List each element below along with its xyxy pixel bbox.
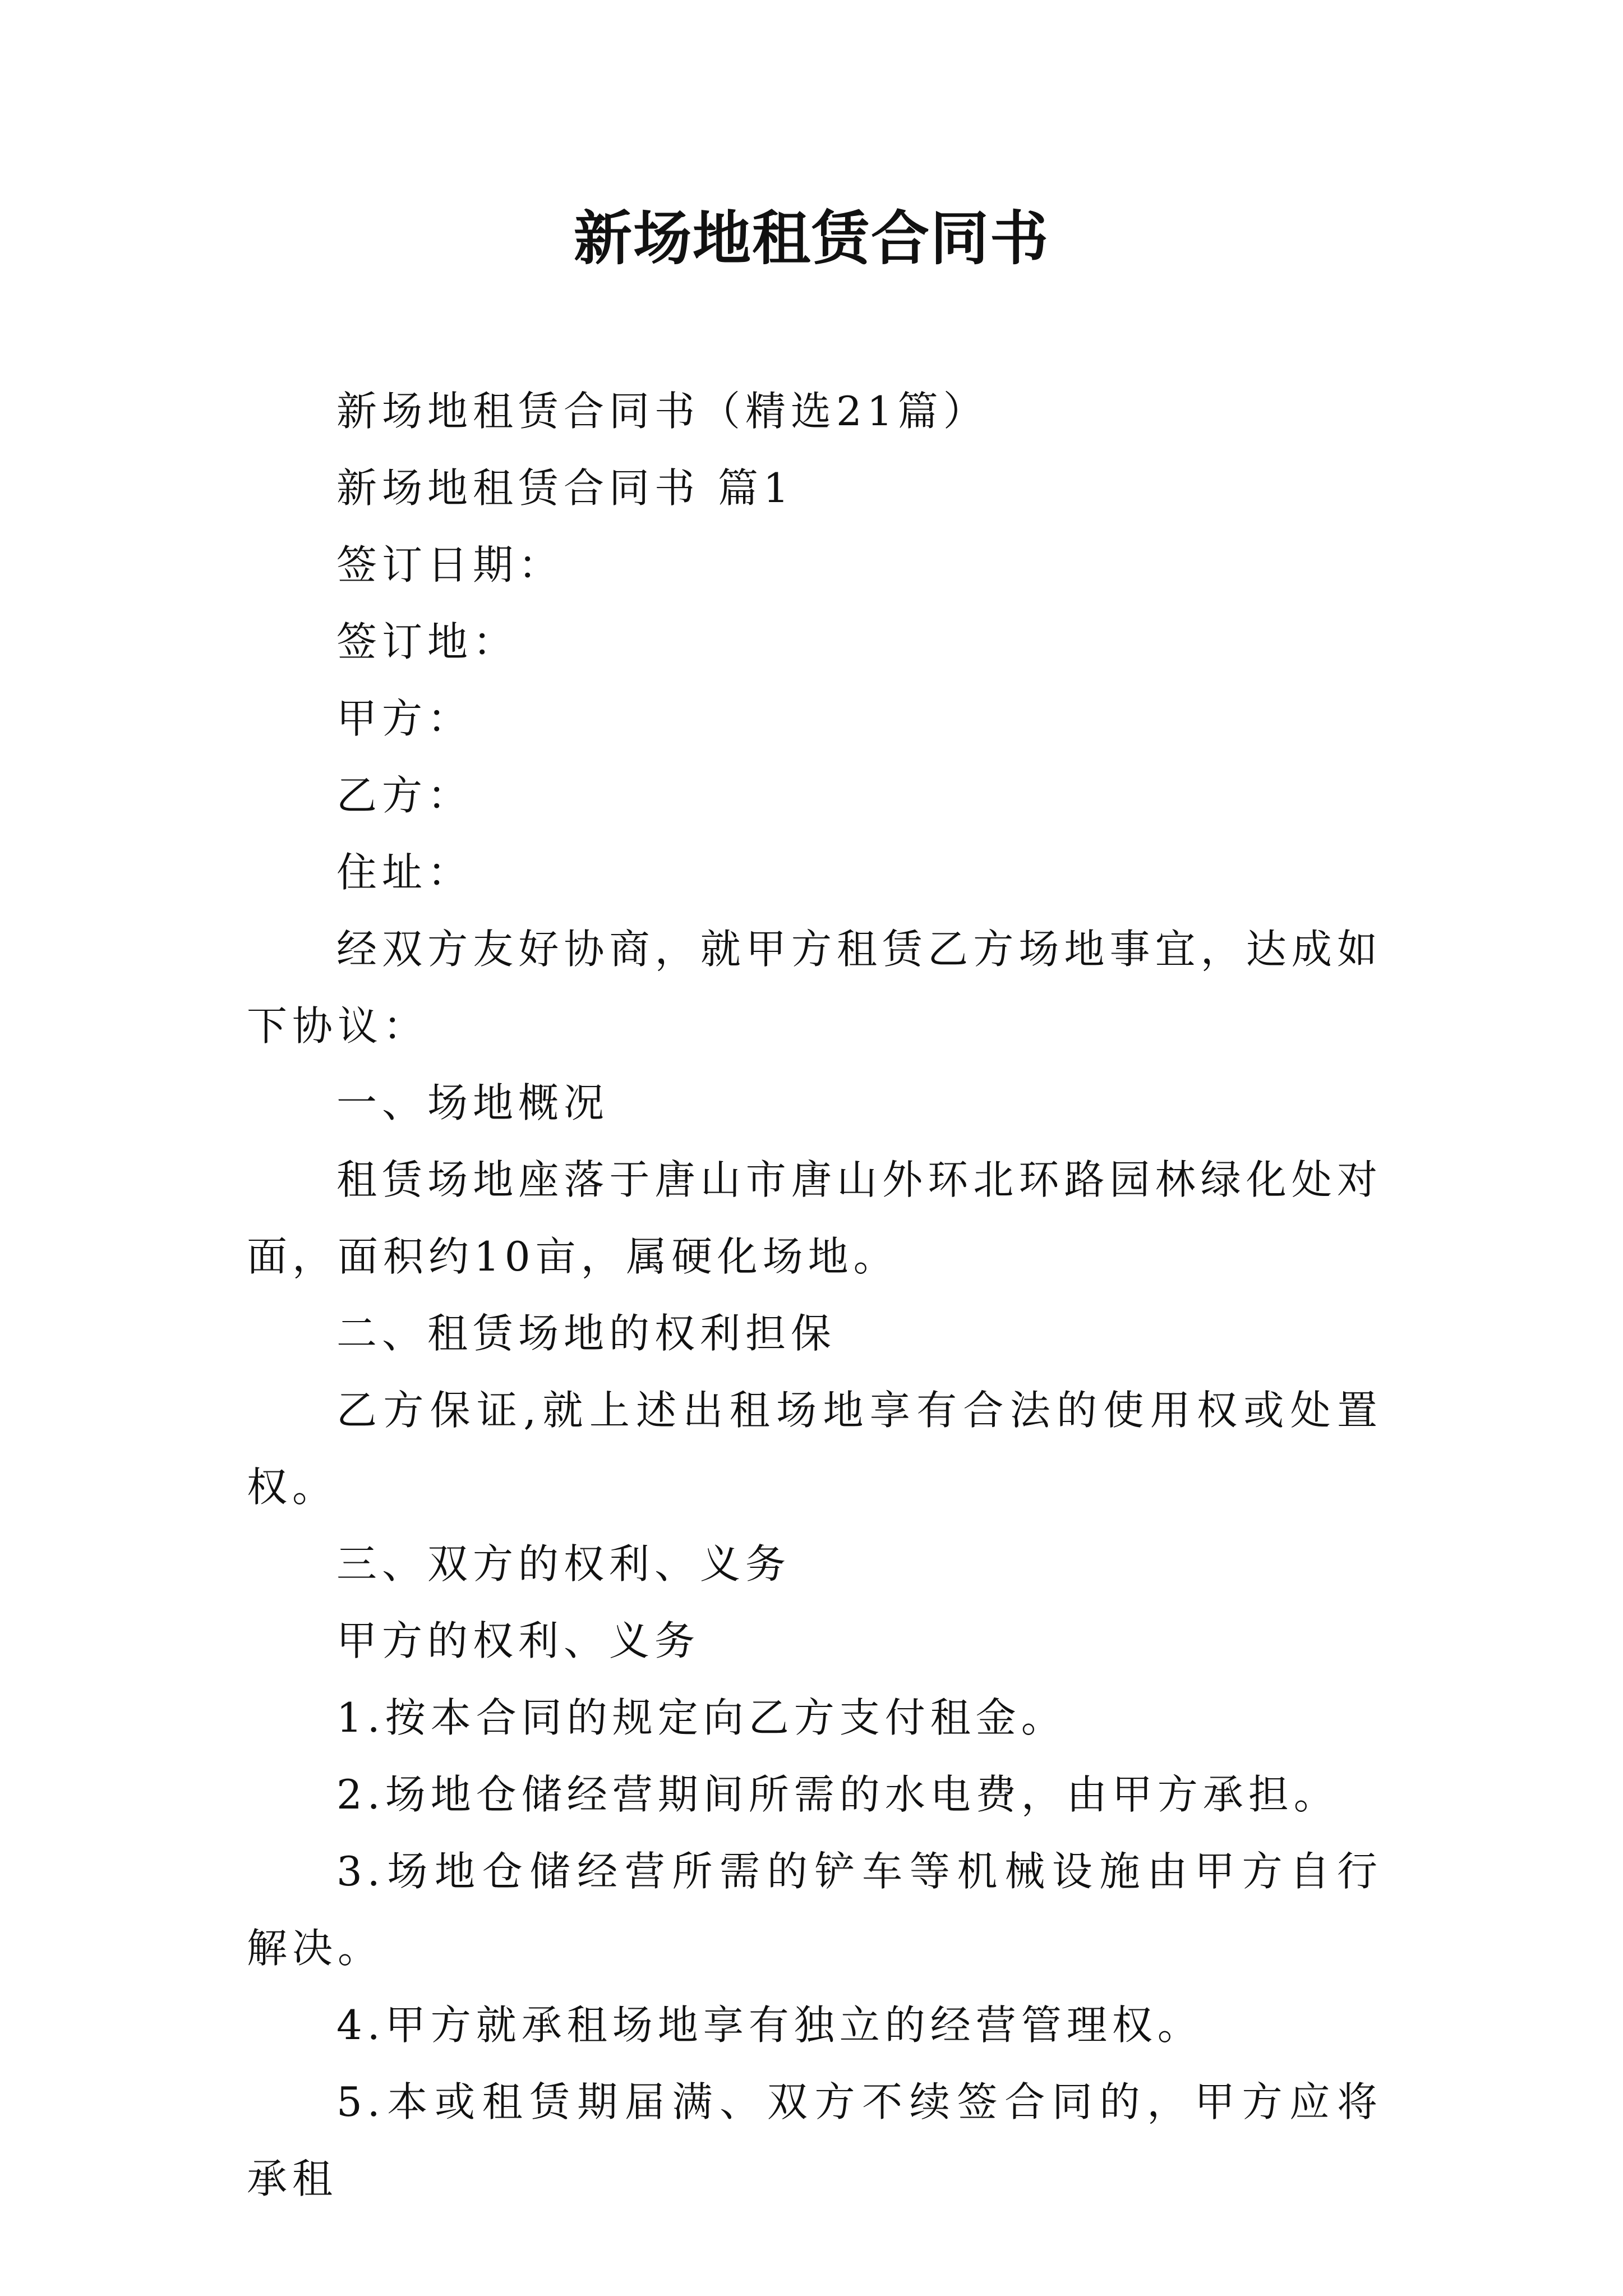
list-item-3: 3.场地仓储经营所需的铲车等机械设施由甲方自行解决。 — [247, 1848, 1382, 1972]
signing-place-field: 签订地： — [336, 618, 519, 665]
list-item-4: 4.甲方就承租场地享有独立的经营管理权。 — [336, 2001, 1203, 2049]
sub-heading-party-a: 甲方的权利、义务 — [336, 1617, 700, 1664]
clause-heading-3: 三、双方的权利、义务 — [336, 1540, 791, 1588]
document-title: 新场地租赁合同书 — [573, 204, 1049, 273]
address-field: 住址： — [336, 849, 473, 896]
preamble-paragraph: 经双方友好协商，就甲方租赁乙方场地事宜，达成如下协议： — [247, 926, 1382, 1050]
party-a-field: 甲方： — [336, 695, 473, 742]
document-body — [247, 373, 1382, 2217]
list-item-1: 1.按本合同的规定向乙方支付租金。 — [336, 1694, 1067, 1741]
section-heading: 新场地租赁合同书 篇1 — [336, 464, 794, 512]
clause-heading-2: 二、租赁场地的权利担保 — [336, 1310, 837, 1357]
party-b-field: 乙方： — [336, 772, 473, 819]
signing-date-field: 签订日期： — [336, 541, 564, 588]
clause-text-1: 租赁场地座落于唐山市唐山外环北环路园林绿化处对面，面积约10亩，属硬化场地。 — [247, 1156, 1382, 1280]
list-item-2: 2.场地仓储经营期间所需的水电费，由甲方承担。 — [336, 1771, 1339, 1818]
clause-text-2: 乙方保证,就上述出租场地享有合法的使用权或处置权。 — [247, 1387, 1382, 1511]
clause-heading-1: 一、场地概况 — [336, 1079, 610, 1126]
list-item-5: 5.本或租赁期届满、双方不续签合同的，甲方应将承租 — [247, 2078, 1382, 2202]
subtitle-line: 新场地租赁合同书（精选21篇） — [336, 388, 989, 435]
